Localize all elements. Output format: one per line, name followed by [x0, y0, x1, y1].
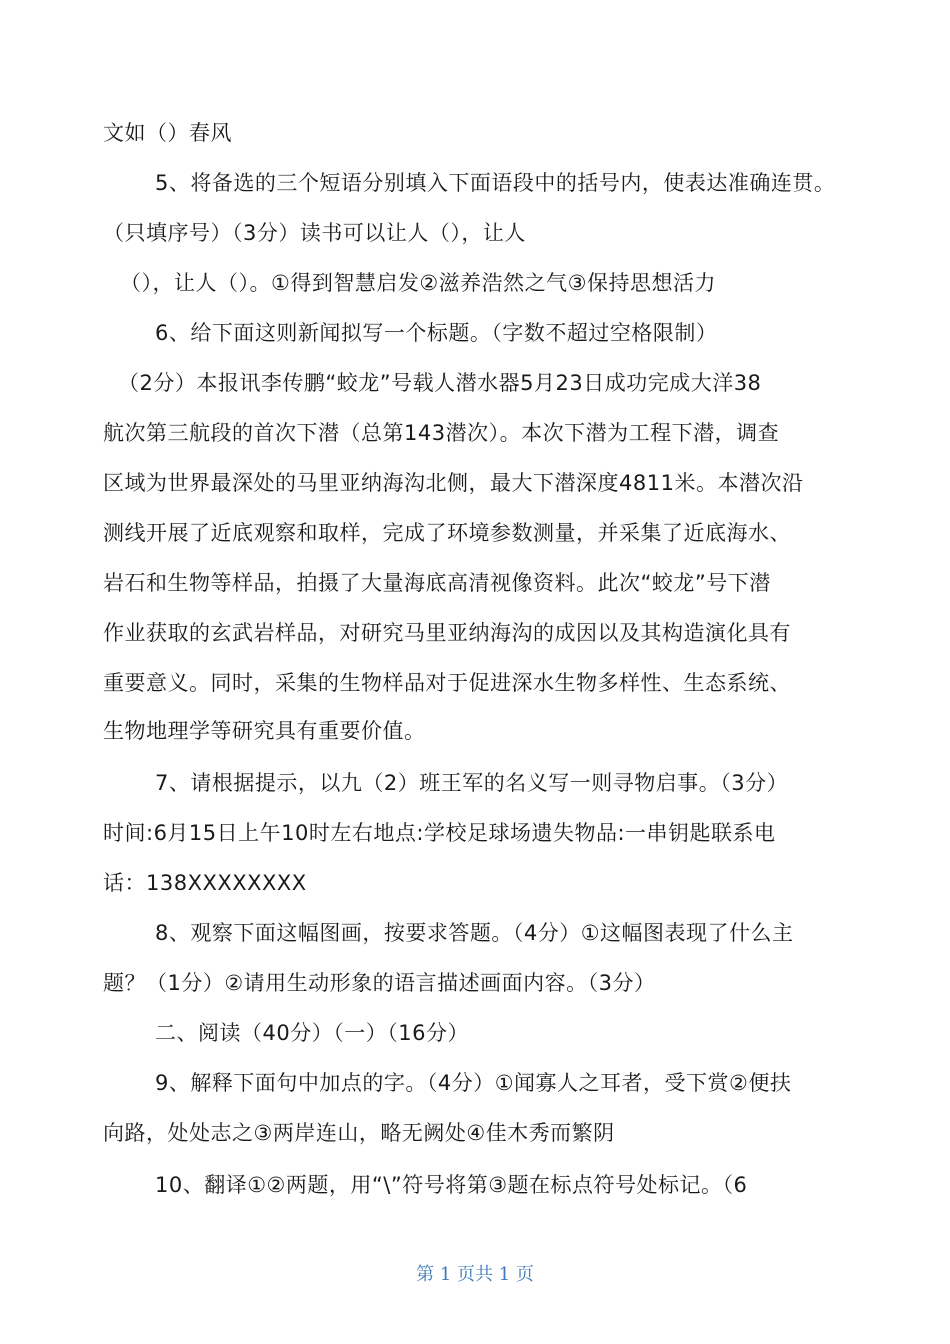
page-footer: 第 1 页共 1 页	[416, 1264, 534, 1285]
text-line-4: （），让人（）。①得到智慧启发②滋养浩然之气③保持思想活力	[120, 271, 716, 295]
text-line-21: 向路，处处志之③两岸连山，略无阙处④佳木秀而繁阴	[103, 1121, 615, 1145]
text-line-9: 测线开展了近底观察和取样，完成了环境参数测量，并采集了近底海水、	[103, 521, 791, 545]
question-6: 6、给下面这则新闻拟写一个标题。（字数不超过空格限制）	[155, 321, 718, 345]
text-line-15: 时间:6月15日上午10时左右地点:学校足球场遗失物品:一串钥匙联系电	[103, 821, 776, 845]
question-7: 7、请根据提示，以九（2）班王军的名义写一则寻物启事。（3分）	[155, 771, 789, 795]
text-line-16: 话：138XXXXXXXX	[103, 871, 307, 895]
text-line-3: （只填序号）（3分）读书可以让人（），让人	[103, 221, 526, 245]
question-5: 5、将备选的三个短语分别填入下面语段中的括号内，使表达准确连贯。	[155, 171, 836, 195]
text-line-18: 题？（1分）②请用生动形象的语言描述画面内容。（3分）	[103, 971, 656, 995]
text-line-13: 生物地理学等研究具有重要价值。	[103, 719, 426, 743]
text-line-7: 航次第三航段的首次下潜（总第143潜次）。本次下潜为工程下潜，调查	[103, 421, 780, 445]
text-line-10: 岩石和生物等样品，拍摄了大量海底高清视像资料。此次“蛟龙”号下潜	[103, 571, 771, 595]
text-line-1: 文如（）春风	[103, 121, 232, 145]
question-9: 9、解释下面句中加点的字。（4分）①闻寡人之耳者，受下赏②便扶	[155, 1071, 792, 1095]
question-10: 10、翻译①②两题，用“\”符号将第③题在标点符号处标记。（6	[155, 1173, 748, 1197]
text-line-8: 区域为世界最深处的马里亚纳海沟北侧，最大下潜深度4811米。本潜次沿	[103, 471, 804, 495]
text-line-11: 作业获取的玄武岩样品，对研究马里亚纳海沟的成因以及其构造演化具有	[103, 621, 791, 645]
text-line-6: （2分）本报讯李传鹏“蛟龙”号载人潜水器5月23日成功完成大洋38	[118, 371, 762, 395]
section-reading-heading: 二、阅读（40分）（一）（16分）	[155, 1021, 469, 1045]
text-line-12: 重要意义。同时，采集的生物样品对于促进深水生物多样性、生态系统、	[103, 671, 791, 695]
question-8: 8、观察下面这幅图画，按要求答题。（4分）①这幅图表现了什么主	[155, 921, 794, 945]
